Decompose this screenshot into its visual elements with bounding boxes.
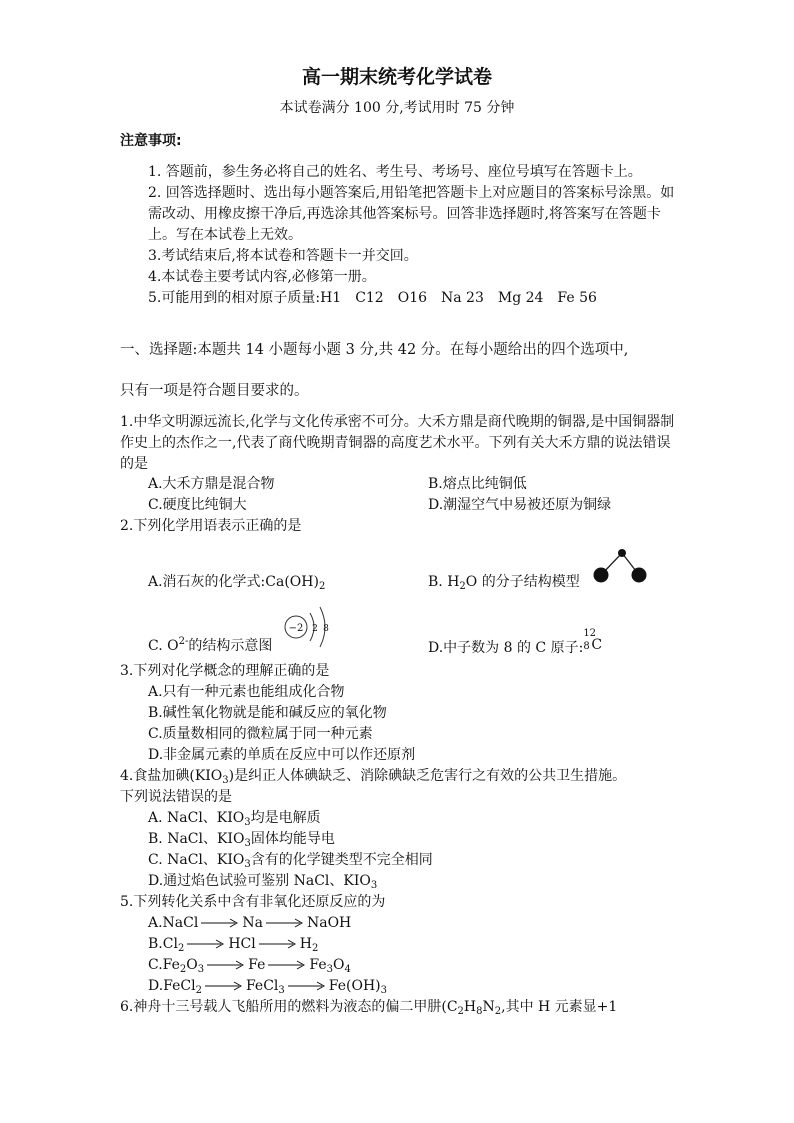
notice-item: 3.考试结束后,将本试卷和答题卡一并交回。 <box>148 248 418 264</box>
arrow-right-icon <box>266 918 304 928</box>
formula-sub: 3 <box>197 964 205 975</box>
q4-b-text: B. NaCl、KIO <box>148 831 245 847</box>
arrow-right-icon <box>268 960 306 970</box>
formula: Fe(OH) <box>328 978 381 994</box>
formula: Fe <box>309 957 327 973</box>
nucleus-charge: −2 <box>288 623 304 634</box>
section-heading-cont: 只有一项是符合题目要求的。 <box>120 383 309 399</box>
formula-sub: 3 <box>380 985 388 996</box>
q3-option-b: B.碱性氧化物就是能和碱反应的氧化物 <box>148 705 387 721</box>
formula: O <box>332 957 345 973</box>
q2-option-c <box>148 636 272 657</box>
question-3-stem: 3.下列对化学概念的理解正确的是 <box>120 663 330 679</box>
q4-stem-sub: 3 <box>222 775 229 786</box>
q6-text: 6.神舟十三号载人飞船所用的燃料为液态的偏二甲肼(C <box>120 999 458 1015</box>
exam-title: 高一期末统考化学试卷 <box>301 66 492 88</box>
q4-c-text: C. NaCl、KIO <box>148 852 245 868</box>
q1-option-d: D.潮湿空气中易被还原为铜绿 <box>428 497 612 513</box>
q1-option-c: C.硬度比纯铜大 <box>148 497 247 513</box>
formula: H <box>299 936 312 952</box>
notice-list <box>148 162 678 309</box>
q4-d-text: D.通过焰色试验可鉴别 NaCl、KIO <box>148 873 371 889</box>
mass-number: 12 <box>583 628 597 639</box>
q5-option-d <box>148 976 387 997</box>
notice-item: 4.本试卷主要考试内容,必修第一册。 <box>148 269 376 285</box>
q4-stem-text: 4.食盐加碘(KIO <box>120 768 223 784</box>
question-text: 1.中华文明源远流长,化学与文化传承密不可分。大禾方鼎是商代晚期的铜器,是中国铜器制作史上的杰作之一,代表了商代晚期青铜器的高度艺术水平。下列有关大禾方鼎的说法错误的是 <box>120 414 675 472</box>
formula-sub: 3 <box>326 964 333 975</box>
q2-c-text: C. O <box>148 638 179 654</box>
q2-b-text: B. H <box>428 574 460 590</box>
q3-option-a: A.只有一种元素也能组成化合物 <box>148 684 345 700</box>
q3-option-c: C.质量数相同的微粒属于同一种元素 <box>148 726 373 742</box>
q2-a-text: A.消石灰的化学式:Ca(OH) <box>148 574 319 590</box>
formula-sub: 2 <box>177 943 185 954</box>
arrow-right-icon <box>205 981 243 991</box>
q4-a-text-post: 均是电解质 <box>250 810 321 826</box>
notice-item: 5.可能用到的相对原子质量:H1 C12 O16 Na 23 Mg 24 Fe 56 <box>148 290 597 306</box>
q4-option-c <box>148 850 433 871</box>
question-1-stem <box>120 412 680 475</box>
formula: C.Fe <box>148 957 180 973</box>
q4-option-b <box>148 829 335 850</box>
question-6-stem <box>120 997 617 1018</box>
q4-c-text-post: 含有的化学键类型不完全相同 <box>250 852 433 868</box>
q4-b-sub: 3 <box>244 838 251 849</box>
formula: Fe <box>248 957 266 973</box>
q2-option-d <box>428 628 603 659</box>
q4-stem-text-post: )是纠正人体碘缺乏、消除碘缺乏危害行之有效的公共卫生措施。 <box>228 768 627 784</box>
formula: B.Cl <box>148 936 178 952</box>
q1-option-a: A.大禾方鼎是混合物 <box>148 476 275 492</box>
water-molecule-model <box>590 544 650 586</box>
q2-b-sub: 2 <box>459 581 466 592</box>
formula-sub: 2 <box>311 943 319 954</box>
q5-option-b <box>148 934 318 955</box>
exam-subtitle: 本试卷满分 100 分,考试用时 75 分钟 <box>279 100 515 116</box>
q4-option-a <box>148 808 321 829</box>
atomic-number: 8 <box>583 641 590 652</box>
q6-sub: 2 <box>494 1006 502 1017</box>
notice-item: 1. 答题前，参生务必将自己的姓名、考生号、考场号、座位号填写在答题卡上。 <box>148 164 642 180</box>
arrow-right-icon <box>207 960 245 970</box>
formula-sub: 4 <box>344 964 351 975</box>
formula: A.NaCl <box>148 915 199 931</box>
arrow-right-icon <box>187 939 225 949</box>
formula: NaOH <box>306 915 352 931</box>
oxygen-ion-structure-diagram <box>282 605 338 655</box>
q6-sub: 2 <box>457 1006 464 1017</box>
carbon-isotope-notation <box>583 628 603 654</box>
q2-b-text-post: O 的分子结构模型 <box>465 574 580 590</box>
shell-2-electrons: 8 <box>323 624 329 634</box>
q4-option-d <box>148 871 377 892</box>
q5-option-a <box>148 913 351 934</box>
formula: D.FeCl <box>148 978 196 994</box>
q2-option-b <box>428 572 580 593</box>
formula: Na <box>242 915 263 931</box>
arrow-right-icon <box>201 918 239 928</box>
q4-c-sub: 3 <box>244 859 251 870</box>
question-5-stem: 5.下列转化关系中含有非氧化还原反应的为 <box>120 894 386 910</box>
notice-heading: 注意事项: <box>120 133 182 149</box>
q2-a-sub: 2 <box>318 581 326 592</box>
question-4-stem <box>120 766 626 787</box>
formula-sub: 3 <box>278 985 285 996</box>
q4-b-text-post: 固体均能导电 <box>250 831 335 847</box>
q4-d-sub: 3 <box>370 880 378 891</box>
q5-option-c <box>148 955 351 976</box>
q6-text: N <box>482 999 495 1015</box>
q4-a-sub: 3 <box>244 817 251 828</box>
q3-option-d: D.非金属元素的单质在反应中可以作还原剂 <box>148 747 416 763</box>
q2-option-a <box>148 572 325 593</box>
formula: O <box>186 957 198 973</box>
q1-option-b: B.熔点比纯铜低 <box>428 476 527 492</box>
formula: FeCl <box>245 978 279 994</box>
q2-d-text: D.中子数为 8 的 C 原子: <box>428 640 584 656</box>
q6-text: H <box>463 999 477 1015</box>
question-4-stem-line2: 下列说法错误的是 <box>120 789 232 805</box>
section-heading: 一、选择题:本题共 14 小题每小题 3 分,共 42 分。在每小题给出的四个选项中, <box>120 342 629 358</box>
question-2-stem: 2.下列化学用语表示正确的是 <box>120 518 302 534</box>
notice-item: 2. 回答选择题时、选出每小题答案后,用铅笔把答题卡上对应题目的答案标号涂黑。如需改动、用橡皮擦干净后,再选涂其他答案标号。回答非选择题时,将答案写在答题卡上。写在本试卷上无效。 <box>148 185 675 243</box>
q2-c-text-post: 的结构示意图 <box>188 638 273 654</box>
q6-sub: 8 <box>476 1006 483 1017</box>
formula: HCl <box>228 936 256 952</box>
arrow-right-icon <box>288 981 326 991</box>
q6-text-post: ,其中 H 元素显+1 <box>501 999 618 1015</box>
q2-c-sup: 2- <box>178 636 189 647</box>
q4-a-text: A. NaCl、KIO <box>148 810 245 826</box>
element-symbol: C <box>591 637 603 653</box>
arrow-right-icon <box>259 939 297 949</box>
formula-sub: 2 <box>195 985 202 996</box>
shell-1-electrons: 2 <box>312 624 318 634</box>
formula-sub: 2 <box>179 964 187 975</box>
